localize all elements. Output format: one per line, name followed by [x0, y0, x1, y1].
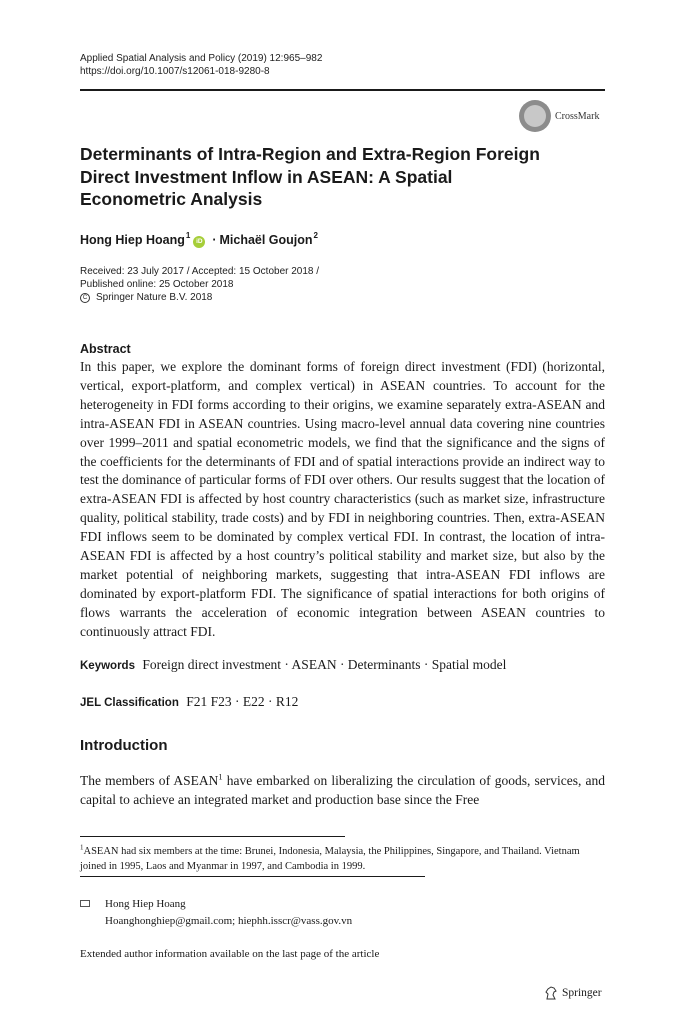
springer-horse-icon [544, 986, 558, 1000]
footnote [80, 844, 605, 874]
footnote-mark: 1 [80, 843, 84, 852]
crossmark-badge[interactable] [519, 99, 607, 133]
contact-name: Hong Hiep Hoang [105, 898, 186, 910]
author-affiliation: 1 [185, 231, 191, 240]
copyright-line [80, 291, 319, 304]
author-name[interactable]: Michaël Goujon [219, 233, 313, 247]
footnote-text: ASEAN had six members at the time: Brunei, Indonesia, Malaysia, the Philippines, Singapore, and Thailand. Vietnam joined in 1995, Laos and Myanmar in 1997, and Cambodia in 1999. [80, 846, 580, 872]
contact-email[interactable]: Hoanghonghiep@gmail.com; hiephh.isscr@vass.gov.vn [105, 915, 353, 927]
jel-line [80, 694, 605, 710]
footnote-underline [80, 876, 425, 877]
orcid-icon[interactable]: iD [193, 236, 205, 248]
extended-author-info: Extended author information available on the last page of the article [80, 948, 380, 960]
author-affiliation: 2 [313, 231, 318, 240]
published-online: Published online: 25 October 2018 [80, 279, 234, 290]
footnote-rule [80, 836, 345, 837]
keywords-line [80, 657, 605, 673]
jel-label: JEL Classification [80, 697, 179, 709]
article-dates [80, 265, 319, 304]
footnote-reference[interactable]: 1 [218, 771, 223, 782]
copyright-icon: C [80, 293, 90, 303]
article-title: Determinants of Intra-Region and Extra-Region Foreign Direct Investment Inflow in ASEAN: A Spatial Econometric Analysis [80, 144, 540, 209]
introduction-heading: Introduction [80, 737, 168, 754]
envelope-icon [80, 900, 90, 907]
corresponding-author [80, 896, 352, 930]
keywords-text: Foreign direct investment · ASEAN · Determinants · Spatial model [142, 657, 507, 672]
crossmark-label: CrossMark [555, 110, 600, 122]
copyright-text: Springer Nature B.V. 2018 [96, 292, 213, 303]
abstract-heading: Abstract [80, 342, 131, 356]
header-rule [80, 89, 605, 91]
abstract-text: In this paper, we explore the dominant forms of foreign direct investment (FDI) (horizontal, vertical, export-platform, and complex vertical) in ASEAN countries. To account for the heterogeneity in FDI forms according to their origins, we examine separately extra-ASEAN and intra-ASEAN FDI in ASEAN countries. Using macro-level annual data covering nine countries over 1999–2011 and spatial econometric models, we find that the significance and the signs of the coefficients for the determinants of FDI and of spatial interactions provide an indirect way to test the dominance of particular forms of FDI over others. Our results suggest that the location of extra-ASEAN FDI is affected by host country characteristics (such as market size, infrastructure quality, political stability, trade costs) and by FDI in neighboring countries. Then, extra-ASEAN FDI inflows seem to be dominated by complex vertical FDI. In contrast, the location of intra-ASEAN FDI is affected by a host country’s political stability and market size, but also by the market potential of neighboring markets, suggesting that intra-ASEAN FDI inflows are dominated by export-platform FDI. The significance of spatial interactions for both origins of flows warrants the acceleration of economic integration between ASEAN countries to continuously attract FDI. [80, 359, 605, 639]
crossmark-icon [519, 100, 551, 132]
author-name[interactable]: Hong Hiep Hoang [80, 233, 185, 247]
jel-codes: F21 F23 · E22 · R12 [186, 694, 299, 709]
springer-logo [544, 986, 602, 1000]
doi-link[interactable]: https://doi.org/10.1007/s12061-018-9280-8 [80, 66, 270, 77]
journal-citation: Applied Spatial Analysis and Policy (2019) 12:965–982 [80, 53, 323, 64]
author-list [80, 233, 318, 248]
publisher-name: Springer [562, 987, 602, 999]
keywords-label: Keywords [80, 660, 135, 672]
introduction-text [80, 771, 605, 809]
author-separator: · [212, 233, 217, 247]
intro-text-after: have embarked on liberalizing the circulation of goods, services, and capital to achieve an integrated market and production base since the Free [80, 773, 605, 807]
intro-text-before: The members of ASEAN [80, 773, 219, 788]
received-accepted: Received: 23 July 2017 / Accepted: 15 October 2018 / [80, 266, 320, 277]
